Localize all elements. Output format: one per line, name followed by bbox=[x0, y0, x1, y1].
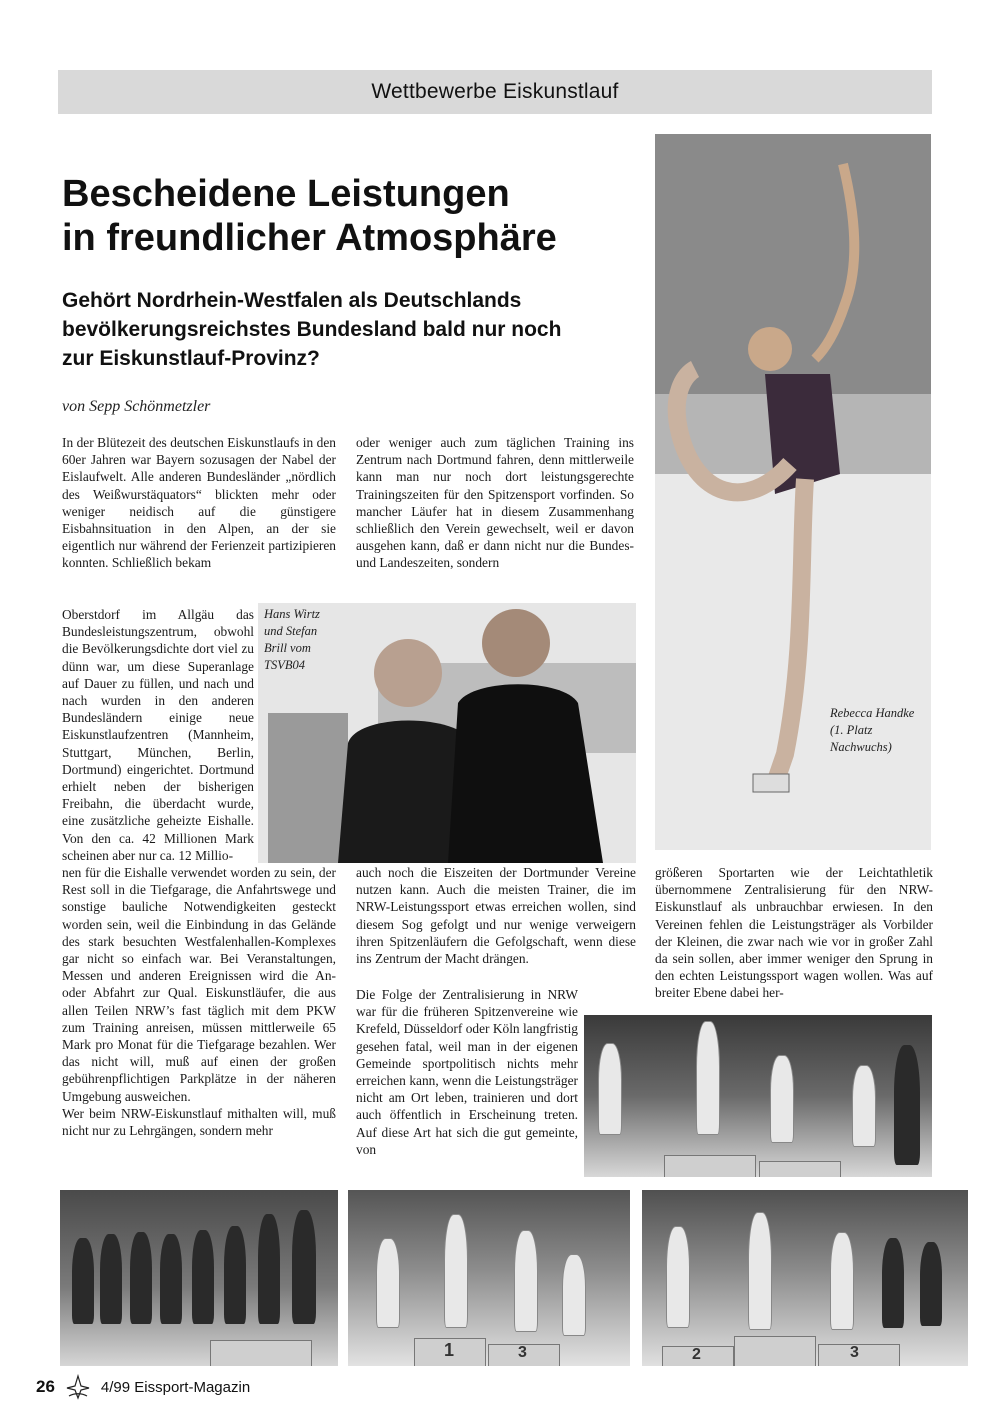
column-1-bottom bbox=[62, 864, 336, 1164]
team-photo bbox=[60, 1190, 338, 1366]
podium-block bbox=[759, 1161, 841, 1177]
skater-caption: Rebecca Handke (1. Platz Nachwuchs) bbox=[830, 706, 915, 754]
team-member-figure bbox=[130, 1232, 152, 1324]
headline-line-2: in freundlicher Atmosphäre bbox=[62, 217, 557, 259]
column-1-wrap bbox=[62, 606, 254, 864]
podium-photo-1 bbox=[584, 1015, 932, 1177]
team-member-figure bbox=[224, 1226, 246, 1324]
skater-figure bbox=[598, 1043, 622, 1135]
team-member-figure bbox=[292, 1210, 316, 1324]
team-member-figure bbox=[72, 1238, 94, 1324]
column-2-bottom-text: auch noch die Eiszeiten der Dortmunder Vereine nutzen kann. Auch die meisten Trainer, die im NRW-Leistungssport etwas erreichen wollen, sind diesem Sog gefolgt und nur wenige verweigern ihren Spitzenläufern die Gefolgschaft, wenn diese ins Zentrum der Macht drängen. bbox=[356, 865, 636, 967]
skater-figure bbox=[920, 1242, 942, 1326]
skater-figure bbox=[666, 1226, 690, 1328]
column-1-top-text: In der Blütezeit des deutschen Eiskunstlaufs in den 60er Jahren war Bayern sozusagen der Nabel der Eislaufwelt. Alle anderen Bundesländer „nördlich des Weißwurstäquators“ blickten mehr oder weniger neidisch auf die günstigere Eisbahnsituation in den Alpen, an der sie eigentlich nur während der Ferienzeit partizipieren konnten. Schließlich bekam bbox=[62, 435, 336, 571]
page-number: 26 bbox=[36, 1377, 55, 1396]
skater-figure bbox=[696, 1021, 720, 1135]
podium-label-3b: 3 bbox=[850, 1344, 859, 1361]
article-headline bbox=[62, 172, 662, 260]
column-3-bottom-text: größeren Sportarten wie der Leichtathletik übernommene Zentralisierung für den NRW-Eiskunstlauf als unbrauchbar erwiesen. In den Vereinen fehlen die Leistungsträger als Vorbilder der Kleinen, die zwar nach wie vor in großer Zahl da sein sollen, aber immer weniger den Sprung in den echten Leistungssport wagen wollen. Was auf breiter Ebene dabei her- bbox=[655, 865, 933, 1001]
column-1-bottom-text: nen für die Eishalle verwendet worden zu sein, der Rest soll in die Tiefgarage, die Anfahrtswege und sonstige bauliche Notwendigkeiten gesteckt worden sein, weil die Einbindung in das Gelände des stark besuchten Westfalenhallen-Komplexes gar nicht so einfach war. Bei Veranstaltungen, Messen und anderen Ereignissen wird die An- oder Abfahrt zur Qual. Eiskunstläufer, die aus allen Teilen NRW’s fast täglich mit dem PKW zum Training anreisen, müssen mittlerweile 65 Mark pro Monat für die Tiefgarage bezahlen. Wer das nicht will, muß auf einen der großen gebührenpflichtigen Parkplätze in der näheren Umgebung ausweichen. bbox=[62, 865, 336, 1104]
podium-label-2: 2 bbox=[692, 1346, 701, 1363]
skater-figure bbox=[748, 1212, 772, 1330]
skater-figure bbox=[514, 1230, 538, 1332]
column-3-bottom bbox=[655, 864, 933, 1012]
podium-label-1: 1 bbox=[444, 1340, 455, 1360]
article-subheadline bbox=[62, 286, 642, 373]
column-2-top-text: oder weniger auch zum täglichen Training ins Zentrum nach Dortmund fahren, denn mittlerweile kann man nur noch dort leistungsgerechte Trainingszeiten für den Spitzensport vorfinden. So mancher Läufer hat in diesem Zusammenhang schließlich den Verein gewechselt, weil er davon ausgehen kann, daß er dann nicht nur die Bundes- und Landeszeiten, sondern bbox=[356, 435, 634, 571]
page-footer bbox=[36, 1374, 250, 1400]
column-1-wrap-text: Oberstdorf im Allgäu das Bundesleistungszentrum, obwohl die Bevölkerungsdichte dort viel zu dünn war, um diese Superanlage auf Dauer zu füllen, und nach und nach wurden in den anderen Bundesländern einige neue Eiskunstlaufzentren (Mannheim, Stuttgart, München, Berlin, Dortmund) eingerichtet. Dortmund erhielt neben der bisherigen Freibahn, die überdacht wurde, eine zusätzliche geheizte Eishalle. Von den ca. 42 Millionen Mark scheinen aber nur ca. 12 Millio- bbox=[62, 607, 254, 863]
skater-figure bbox=[770, 1055, 794, 1143]
team-member-figure bbox=[192, 1230, 214, 1324]
column-2-wrap-text: Die Folge der Zentralisierung in NRW war für die früheren Spitzenvereine wie Krefeld, Düsseldorf oder Köln langfristig gesehen fatal, weil man in der eigenen Gemeinde sportpolitisch nichts mehr erreichen kann, wenn die Leistungsträger nicht am Ort leben, trainieren und dort auch öffentlich in Erscheinung treten. Auf diese Art hat sich die gut gemeinte, von bbox=[356, 987, 578, 1157]
podium-block bbox=[734, 1336, 816, 1366]
skater-figure bbox=[830, 1232, 854, 1330]
skater-figure bbox=[444, 1214, 468, 1328]
skater-figure bbox=[852, 1065, 876, 1147]
subhead-line-3: zur Eiskunstlauf-Provinz? bbox=[62, 347, 320, 370]
column-2-bottom bbox=[356, 864, 636, 982]
byline: von Sepp Schönmetzler bbox=[62, 398, 211, 415]
subhead-line-1: Gehört Nordrhein-Westfalen als Deutschlands bbox=[62, 289, 522, 312]
team-member-figure bbox=[160, 1234, 182, 1324]
section-title: Wettbewerbe Eiskunstlauf bbox=[371, 80, 619, 103]
issue-label: 4/99 Eissport-Magazin bbox=[100, 1378, 251, 1396]
podium-block bbox=[210, 1340, 312, 1366]
podium-block bbox=[818, 1344, 900, 1366]
column-2-top bbox=[356, 434, 634, 582]
headline-line-1: Bescheidene Leistungen bbox=[62, 173, 510, 215]
magazine-logo-icon bbox=[65, 1374, 91, 1400]
podium-label-3: 3 bbox=[518, 1344, 527, 1361]
column-1-bottom-text-2: Wer beim NRW-Eiskunstlauf mithalten will, muß nicht nur zu Lehrgängen, sondern mehr bbox=[62, 1105, 336, 1139]
subhead-line-2: bevölkerungsreichstes Bundesland bald nur noch bbox=[62, 318, 562, 341]
column-1-top bbox=[62, 434, 336, 606]
skater-figure bbox=[882, 1238, 904, 1328]
skater-figure bbox=[562, 1254, 586, 1336]
team-member-figure bbox=[258, 1214, 280, 1324]
team-member-figure bbox=[100, 1234, 122, 1324]
section-header bbox=[58, 70, 932, 114]
column-2-wrap bbox=[356, 986, 578, 1176]
skater-figure bbox=[376, 1238, 400, 1328]
official-figure bbox=[894, 1045, 920, 1165]
podium-photo-2 bbox=[348, 1190, 630, 1366]
coaches-caption: Hans Wirtz und Stefan Brill vom TSVB04 bbox=[264, 607, 320, 672]
podium-photo-3 bbox=[642, 1190, 968, 1366]
podium-block bbox=[664, 1155, 756, 1177]
